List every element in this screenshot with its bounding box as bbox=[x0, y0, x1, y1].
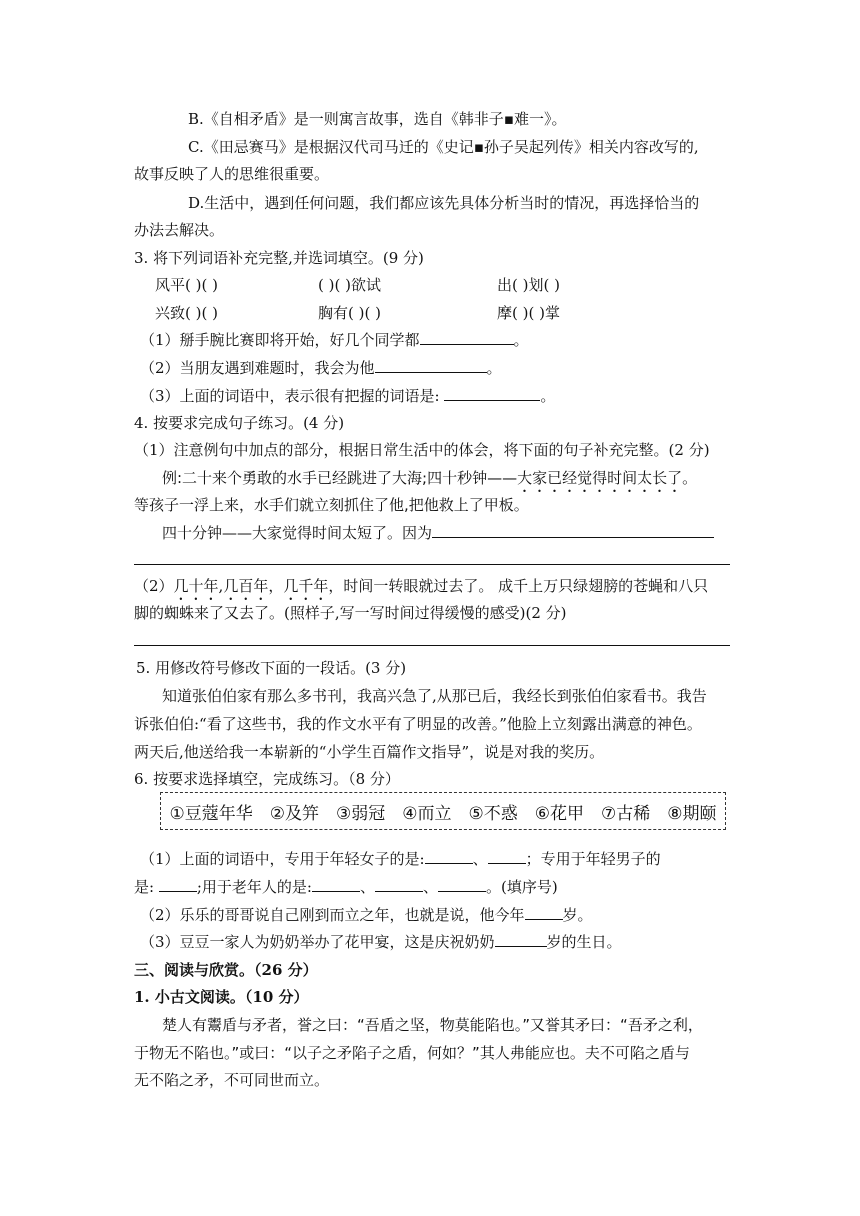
q4-fill-line: 四十分钟——大家觉得时间太短了。因为 bbox=[162, 522, 714, 544]
q3-idiom-5: 胸有( )( ) bbox=[318, 304, 381, 322]
q3-sub1: （1）掰手腕比赛即将开始，好几个同学都 。 bbox=[140, 331, 529, 349]
passage-line-3: 无不陷之矛，不可同世而立。 bbox=[134, 1071, 330, 1089]
q3-sub2: （2）当朋友遇到难题时，我会为他 。 bbox=[140, 359, 502, 377]
choice-7: ⑦古稀 bbox=[601, 803, 651, 824]
q5-title: 5. 用修改符号修改下面的一段话。(3 分) bbox=[136, 659, 407, 677]
q4-sub1: （1）注意例句中加点的部分，根据日常生活中的体会，将下面的句子补充完整。(2 分) bbox=[134, 441, 710, 459]
q4-sub2-line2: 脚的蜘蛛来了又去了。(照样子,写一写时间过得缓慢的感受)(2 分) bbox=[134, 604, 567, 622]
q3-idiom-3: 出( )划( ) bbox=[497, 276, 560, 294]
q6-female-blank-2[interactable] bbox=[488, 849, 526, 864]
sub2-marked-phrase: 几十年,几百年，几千年 bbox=[173, 577, 329, 595]
choice-1: ①豆蔻年华 bbox=[169, 803, 253, 824]
example-dotted-part: 大家已经觉得时间太长了 bbox=[517, 469, 683, 487]
q6-elder-blank-2[interactable] bbox=[375, 877, 423, 892]
option-c-cont: 故事反映了人的思维很重要。 bbox=[134, 165, 330, 183]
passage-line-2: 于物无不陷也。”或曰：“以子之矛陷子之盾，何如？”其人弗能应也。夫不可陷之盾与 bbox=[134, 1044, 690, 1062]
q3-idiom-2: ( )( )欲试 bbox=[318, 276, 381, 294]
choice-3: ③弱冠 bbox=[336, 803, 386, 824]
q5-para-3: 两天后,他送给我一本崭新的“小学生百篇作文指导”，说是对我的奖历。 bbox=[134, 743, 605, 761]
choice-2: ②及笄 bbox=[269, 803, 319, 824]
q3-title: 3. 将下列词语补充完整,并选词填空。(9 分) bbox=[134, 249, 424, 267]
q6-male-blank[interactable] bbox=[159, 877, 197, 892]
q3-idiom-1: 风平( )( ) bbox=[155, 276, 218, 294]
option-d: D.生活中，遇到任何问题，我们都应该先具体分析当时的情况，再选择恰当的 bbox=[188, 194, 700, 212]
choice-4: ④而立 bbox=[402, 803, 452, 824]
q3-sub3-blank[interactable] bbox=[444, 386, 540, 401]
option-c: C.《田忌赛马》是根据汉代司马迁的《史记▪孙子吴起列传》相关内容改写的, bbox=[188, 138, 699, 156]
q3-idiom-6: 摩( )( )掌 bbox=[497, 304, 560, 322]
choice-8: ⑧期颐 bbox=[667, 803, 717, 824]
q6-birthday-blank[interactable] bbox=[495, 932, 547, 947]
q5-para-1: 知道张伯伯家有那么多书刊，我高兴急了,从那已后，我经长到张伯伯家看书。我告 bbox=[162, 687, 707, 705]
q5-para-2: 诉张伯伯:“看了这些书，我的作文水平有了明显的改善。”他脸上立刻露出满意的神色。 bbox=[134, 715, 702, 733]
q4-example-line2: 等孩子一浮上来，水手们就立刻抓住了他,把他救上了甲板。 bbox=[134, 496, 529, 514]
q6-sub3: （3）豆豆一家人为奶奶举办了花甲宴，这是庆祝奶奶 岁的生日。 bbox=[140, 933, 622, 951]
q4-title: 4. 按要求完成句子练习。(4 分) bbox=[134, 414, 345, 432]
q6-elder-blank-3[interactable] bbox=[438, 877, 486, 892]
q6-sub1: （1）上面的词语中，专用于年轻女子的是: 、 ；专用于年轻男子的 bbox=[140, 850, 661, 868]
option-b: B.《自相矛盾》是一则寓言故事，选自《韩非子▪难一》。 bbox=[188, 110, 567, 128]
q6-elder-blank-1[interactable] bbox=[312, 877, 360, 892]
q4-example: 例:二十来个勇敢的水手已经跳进了大海;四十秒钟——大家已经觉得时间太长了。 bbox=[162, 469, 698, 487]
q6-sub2: （2）乐乐的哥哥说自己刚到而立之年，也就是说，他今年 岁。 bbox=[140, 906, 593, 924]
q4-answer-line-2[interactable] bbox=[134, 645, 730, 646]
q3-sub1-blank[interactable] bbox=[420, 330, 514, 345]
passage-line-1: 楚人有鬻盾与矛者，誉之曰：“吾盾之坚，物莫能陷也。”又誉其矛曰：“吾矛之利， bbox=[162, 1016, 703, 1034]
choice-5: ⑤不惑 bbox=[468, 803, 518, 824]
section3-q1-title: 1. 小古文阅读。（10 分） bbox=[134, 988, 309, 1006]
q6-female-blank-1[interactable] bbox=[425, 849, 473, 864]
q4-sub2: （2）几十年,几百年，几千年，时间一转眼就过去了。 成千上万只绿翅膀的苍蝇和八只 bbox=[134, 577, 709, 595]
choice-6: ⑥花甲 bbox=[534, 803, 584, 824]
q6-title: 6. 按要求选择填空，完成练习。（8 分） bbox=[134, 770, 400, 788]
q3-idiom-4: 兴致( )( ) bbox=[155, 304, 218, 322]
q6-age-blank[interactable] bbox=[525, 905, 563, 920]
q3-sub2-blank[interactable] bbox=[375, 358, 487, 373]
q3-sub3: （3）上面的词语中，表示很有把握的词语是: 。 bbox=[140, 387, 556, 405]
q4-answer-line-1[interactable] bbox=[134, 564, 730, 565]
q6-sub1-line2: 是: ;用于老年人的是: 、 、 。(填序号) bbox=[134, 878, 558, 896]
q4-fill-blank[interactable] bbox=[432, 523, 714, 538]
q6-choice-box bbox=[160, 792, 726, 830]
option-d-cont: 办法去解决。 bbox=[134, 221, 225, 239]
section3-title: 三、阅读与欣赏。（26 分） bbox=[134, 961, 318, 979]
